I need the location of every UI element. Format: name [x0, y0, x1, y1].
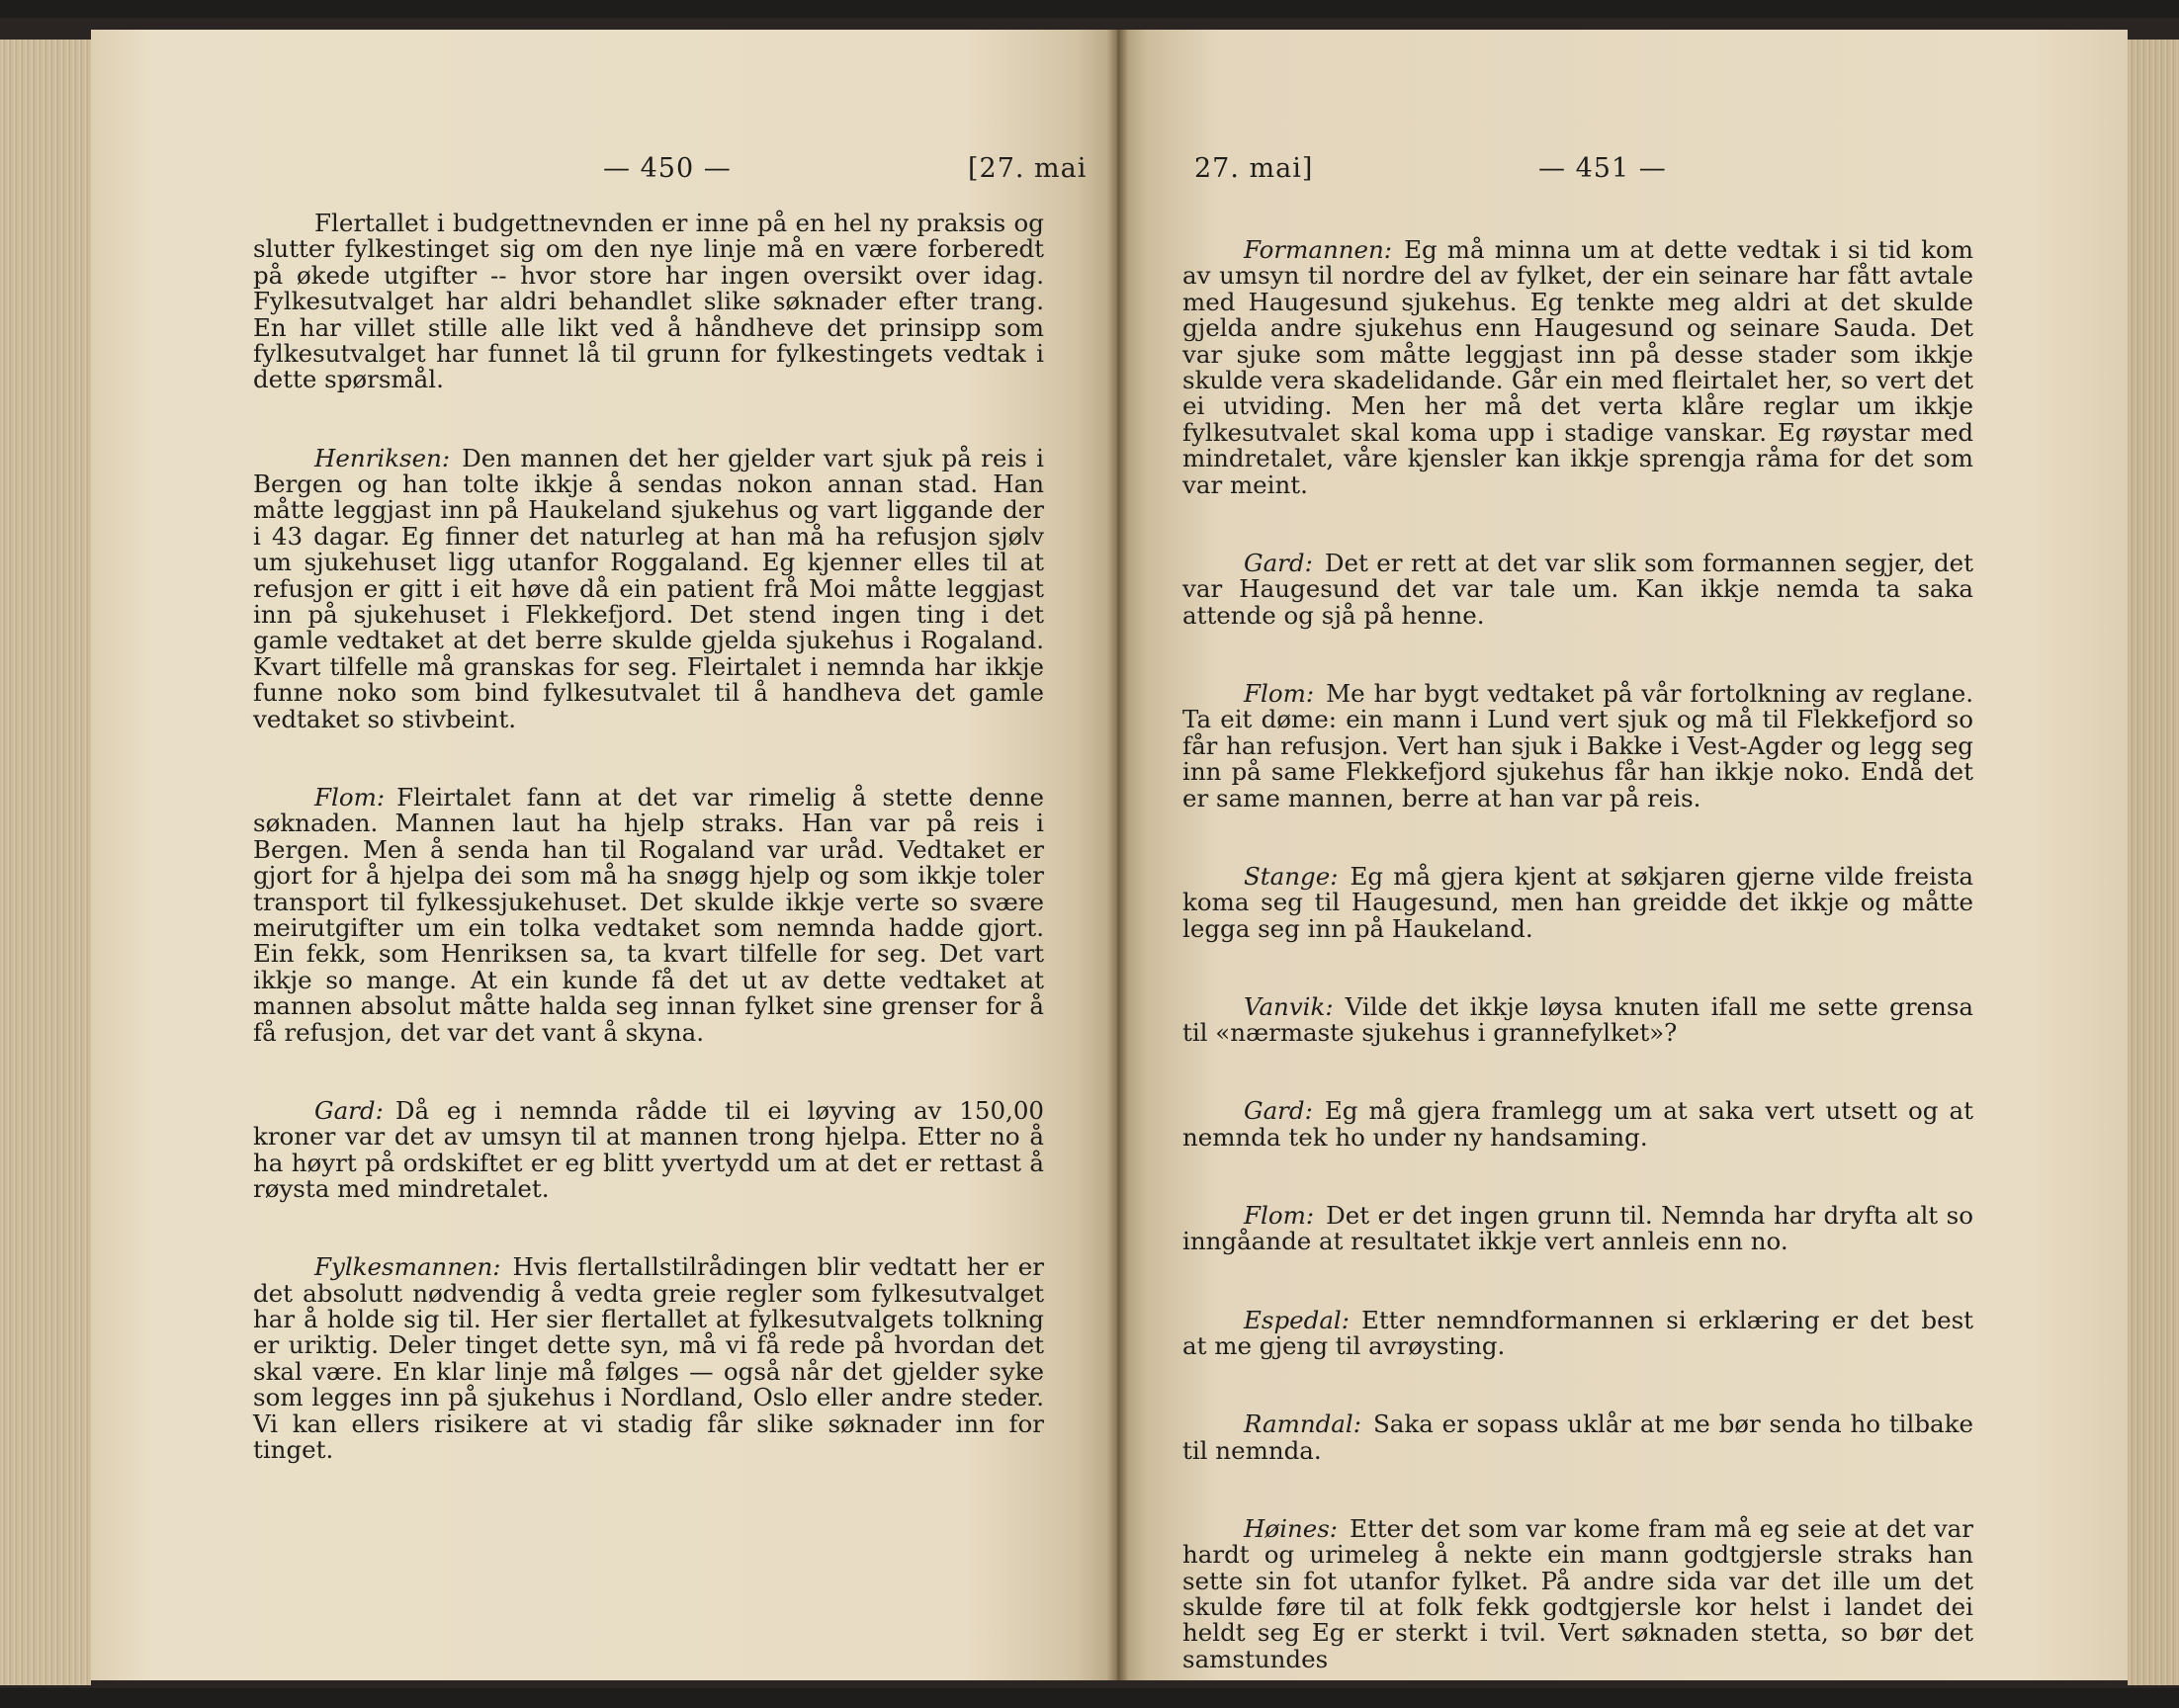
left-page-date: [27. mai — [968, 153, 1088, 184]
right-page-number: — 451 — — [1538, 153, 1667, 184]
speaker-name: Espedal: — [1244, 1305, 1351, 1334]
speaker-name: Gard: — [1244, 548, 1313, 577]
paragraph — [253, 1254, 1044, 1463]
page-edges-right — [2128, 40, 2179, 1685]
paragraph — [1182, 237, 1973, 498]
paragraph — [253, 443, 1044, 733]
paragraph — [1182, 861, 1973, 943]
paragraph-text: Det er det ingen grunn til. Nemnda har dryfta alt so inngåande at resultatet ikkje vert annleis enn no. — [1182, 1200, 1973, 1256]
paragraph — [1182, 1200, 1973, 1256]
speaker-name: Flom: — [314, 782, 386, 811]
paragraph-text: Eg må gjera kjent at søkjaren gjerne vilde freista koma seg til Haugesund, men han greidde det ikkje og måtte legga seg inn på Haukeland. — [1182, 861, 1973, 943]
paragraph — [1182, 1305, 1973, 1360]
speaker-name: Stange: — [1244, 861, 1339, 891]
speaker-name: Ramndal: — [1244, 1409, 1362, 1439]
right-page — [1117, 30, 2128, 1680]
paragraph-text: Me har bygt vedtaket på vår fortolkning av reglane. Ta eit døme: ein mann i Lund vert sjuk og må til Flekkefjord so får han refusjon. Vert han sjuk i Bakke i Vest-Agder og legg seg inn på same Flekkefjord sjukehus får han ikkje noko. Endå det er same mannen, berre at han var på reis. — [1182, 678, 1973, 812]
right-page-date: 27. mai] — [1194, 153, 1314, 184]
speaker-name: Formannen: — [1244, 235, 1393, 264]
paragraph — [1182, 1098, 1973, 1151]
paragraph — [1182, 548, 1973, 630]
paragraph-text: Eg må minna um at dette vedtak i si tid kom av umsyn til nordre del av fylket, der ein seinare har fått avtale med Haugesund sjukehus. Eg tenkte meg aldri at det skulde gjelda andre sjukehus enn Haugesund og seinare Sauda. Det var sjuke som måtte leggjast inn på desse stader som ikkje skulde vera skadelidande. Går ein med fleirtalet her, so vert det ei utviding. Men her må det verta klåre reglar um ikkje fylkesutvalet skal koma upp i stadige vanskar. Eg røystar med mindretalet, våre kjensler kan ikkje sprengja råma for det som var meint. — [1182, 235, 1973, 499]
speaker-name: Gard: — [1244, 1096, 1313, 1126]
paragraph — [1182, 991, 1973, 1048]
paragraph-text: Saka er sopass uklår at me bør senda ho tilbake til nemnda. — [1182, 1409, 1973, 1465]
paragraph — [1182, 1513, 1973, 1673]
paragraph-text: Det er rett at det var slik som formannen segjer, det var Haugesund det var tale um. Kan ikkje nemda ta saka attende og sjå på henne. — [1182, 548, 1973, 630]
left-page-number: — 450 — — [603, 153, 732, 184]
paragraph-text: Flertallet i budgettnevnden er inne på en hel ny praksis og slutter fylkestinget sig om den nye linje må en være forberedt på økede utgifter -- hvor store har ingen oversikt over idag. Fylkesutvalget har aldri behandlet slike søknader efter trang. En har villet stille alle likt ved å håndheve det prinsipp som fylkesutvalget har funnet lå til grunn for fylkestingets vedtak i dette spørsmål. — [253, 209, 1044, 394]
speaker-name: Høines: — [1244, 1513, 1339, 1543]
speaker-name: Fylkesmannen: — [314, 1252, 501, 1282]
right-page-header — [1117, 153, 2128, 193]
paragraph — [253, 211, 1044, 393]
paragraph-text: Etter det som var kome fram må eg seie at det var hardt og urimeleg å nekte ein mann godtgjersle straks han sette sin fot utanfor fylket. På andre sida var det ille um det skulde føre til at folk fekk godtgjersle kor helst i landet dei heldt seg Eg er sterkt i tvil. Vert søknaden stetta, so bør det samstundes — [1182, 1513, 1973, 1673]
left-page-header — [91, 153, 1117, 193]
paragraph-text: Fleirtalet fann at det var rimelig å stette denne søknaden. Mannen laut ha hjelp straks. Han var på reis i Bergen. Men å senda han til Rogaland var uråd. Vedtaket er gjort for å hjelpa dei som må ha snøgg hjelp og som ikkje toler transport til fylkessjukehuset. Det skulde ikkje verte so svære meirutgifter um ein tolka vedtaket som nemnda hadde gjort. Ein fekk, som Henriksen sa, ta kvart tilfelle for seg. Det vart ikkje so mange. At ein kunde få det ut av dette vedtaket at mannen absolut måtte halda seg innan fylket sine grenser for å få refusjon, det var det vant å skyna. — [253, 782, 1044, 1047]
left-page — [91, 30, 1117, 1680]
left-page-body — [253, 211, 1044, 1463]
paragraph-text: Eg må gjera framlegg um at saka vert utsett og at nemnda tek ho under ny handsaming. — [1182, 1096, 1973, 1152]
speaker-name: Flom: — [1244, 678, 1315, 708]
paragraph — [253, 782, 1044, 1047]
page-edges-left — [0, 40, 91, 1685]
speaker-name: Gard: — [314, 1095, 384, 1125]
paragraph — [1182, 1411, 1973, 1464]
book-gutter — [1105, 30, 1129, 1680]
paragraph — [1182, 678, 1973, 812]
paragraph — [253, 1095, 1044, 1203]
speaker-name: Henriksen: — [314, 443, 451, 472]
paragraph-text: Vilde det ikkje løysa knuten ifall me sette grensa til «nærmaste sjukehus i grannefylket»? — [1182, 991, 1973, 1048]
paragraph-text: Etter nemndformannen si erklæring er det best at me gjeng til avrøysting. — [1182, 1305, 1973, 1360]
speaker-name: Vanvik: — [1244, 991, 1334, 1021]
speaker-name: Flom: — [1244, 1200, 1315, 1230]
right-page-body — [1182, 237, 1973, 1672]
paragraph-text: Den mannen det her gjelder vart sjuk på reis i Bergen og han tolte ikkje å sendas nokon annan stad. Han måtte leggjast inn på Haukeland sjukehus og vart liggande der i 43 dagar. Eg finner det naturleg at han må ha refusjon sjølv um sjukehuset ligg utanfor Roggaland. Eg kjenner elles til at refusjon er gitt i eit høve då ein patient frå Moi måtte leggjast inn på sjukehuset i Flekkefjord. Det stend ingen ting i det gamle vedtaket at det berre skulde gjelda sjukehus i Rogaland. Kvart tilfelle må granskas for seg. Fleirtalet i nemnda har ikkje funne noko som bind fylkesutvalet til å handheva det gamle vedtaket so stivbeint. — [253, 443, 1044, 733]
paragraph-text: Hvis flertallstilrådingen blir vedtatt her er det absolutt nødvendig å vedta greie regler som fylkesutvalget har å holde sig til. Her sier flertallet at fylkesutvalgets tolkning er uriktig. Deler tinget dette syn, må vi få rede på hvordan det skal være. En klar linje må følges — også når det gjelder syke som legges inn på sjukehus i Nordland, Oslo eller andre steder. Vi kan ellers risikere at vi stadig får slike søknader inn for tinget. — [253, 1252, 1044, 1465]
paragraph-text: Då eg i nemnda rådde til ei løyving av 150,00 kroner var det av umsyn til at mannen trong hjelpa. Etter no å ha høyrt på ordskiftet er eg blitt yvertydd um at det er rettast å røysta med mindretalet. — [253, 1095, 1044, 1203]
